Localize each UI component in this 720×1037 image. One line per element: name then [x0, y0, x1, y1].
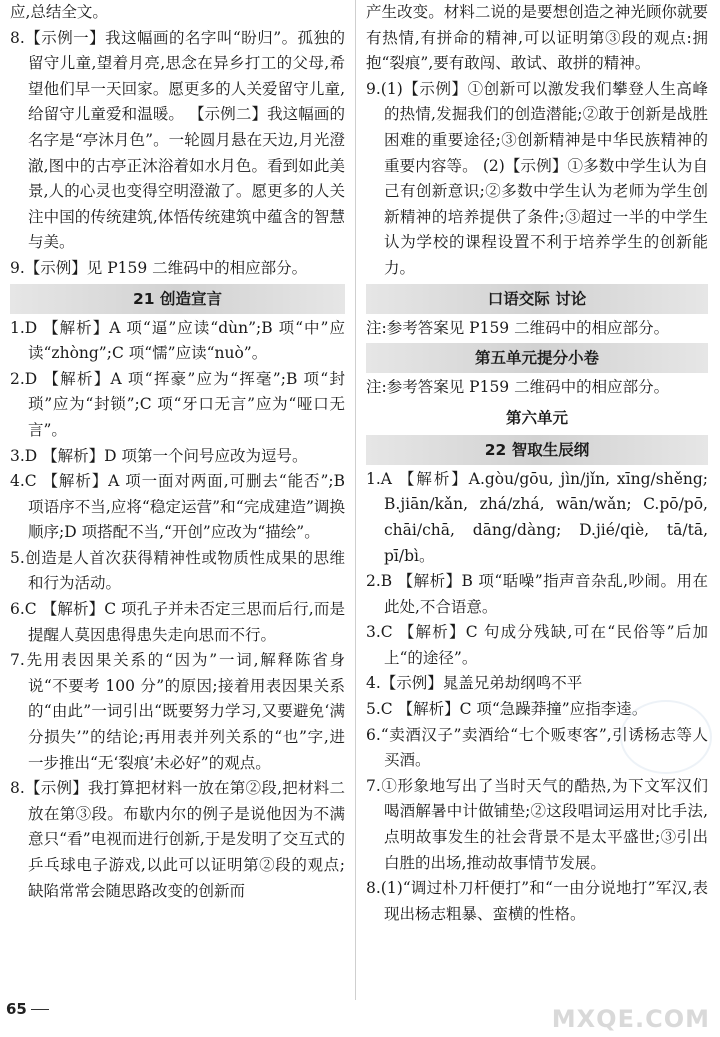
section-heading: 第六单元 [505, 408, 568, 427]
section-heading: 第五单元提分小卷 [366, 343, 708, 373]
answer-paragraph: 1.D 【解析】A 项“逼”应读“dùn”;B 项“中”应读“zhòng”;C 项“懦”应读“nuò”。 [10, 318, 345, 363]
answer-paragraph: 6.“卖酒汉子”卖酒给“七个贩枣客”,引诱杨志等人买酒。 [366, 725, 708, 770]
answer-paragraph: 5.C 【解析】C 项“急躁莽撞”应指李逵。 [366, 700, 648, 719]
answer-paragraph: 5.创造是人首次获得精神性或物质性成果的思维和行为活动。 [10, 548, 345, 593]
answer-paragraph: 9.(1)【示例】①创新可以激发我们攀登人生高峰的热情,发掘我们的创造潜能;②敢于创新是战胜困难的重要途径;③创新精神是中华民族精神的重要内容等。 (2)【示例】①多数中学生认为自己有创新意识;②多数中学生认为老师为学生创新精神的培养提供了条件;③超过一半的中学生认为学校的课程设置不利于培养学生的创新能力。 [366, 79, 708, 277]
answer-paragraph: 2.D 【解析】A 项“挥豪”应为“挥毫”;B 项“封琐”应为“封锁”;C 项“牙口无言”应为“哑口无言”。 [10, 369, 345, 439]
watermark: MXQE.COM [551, 1005, 710, 1033]
answer-paragraph: 注:参考答案见 P159 二维码中的相应部分。 [366, 318, 670, 337]
answer-paragraph: 9.【示例】见 P159 二维码中的相应部分。 [10, 258, 308, 277]
answer-paragraph: 7.先用表因果关系的“因为”一词,解释陈省身说“不要考 100 分”的原因;接着用表因果关系的“由此”一词引出“既要努力学习,又要避免‘满分损失’”的结论;再用表并列关系的“也”字,进一步推出“无‘裂痕’未必好”的观点。 [10, 651, 345, 772]
answer-paragraph: 产生改变。材料二说的是要想创造之神光顾你就要有热情,有拼命的精神,可以证明第③段的观点:拥抱“裂痕”,要有敢闯、敢试、敢拼的精神。 [366, 3, 708, 73]
answer-paragraph: 注:参考答案见 P159 二维码中的相应部分。 [366, 378, 670, 397]
answer-paragraph: 8.【示例】我打算把材料一放在第②段,把材料二放在第③段。布歇内尔的例子是说他因为不满意只“看”电视而进行创新,于是发明了交互式的乒乓球电子游戏,以此可以证明第②段的观点;缺陷常常会随思路改变的创新而 [10, 779, 345, 900]
section-heading: 口语交际 讨论 [366, 284, 708, 314]
page-footer [6, 1000, 49, 1018]
column-divider [355, 0, 356, 1000]
answer-paragraph: 4.【示例】晁盖兄弟劫纲鸣不平 [366, 674, 583, 693]
section-heading: 22 智取生辰纲 [366, 435, 708, 465]
answer-paragraph: 4.C 【解析】A 项一面对两面,可删去“能否”;B 项语序不当,应将“稳定运营”和“完成建造”调换顺序;D 项搭配不当,“开创”应改为“描绘”。 [10, 472, 345, 542]
answer-paragraph: 1.A 【解析】A.gòu/gōu, jìn/jǐn, xīng/shěng; B.jiān/kǎn, zhá/zhá, wān/wǎn; C.pō/pō, chāi/chā, dāng/dàng; D.jié/qiè, tā/tā, pī/bì。 [366, 469, 708, 565]
answer-paragraph: 6.C 【解析】C 项孔子并未否定三思而后行,而是提醒人莫因患得患失走向思而不行。 [10, 600, 345, 644]
answer-paragraph: 8.(1)“调过朴刀杆便打”和“一由分说地打”军汉,表现出杨志粗暴、蛮横的性格。 [366, 879, 708, 923]
answer-paragraph: 应,总结全文。 [10, 3, 108, 21]
right-column [366, 0, 708, 927]
answer-paragraph: 3.C 【解析】C 句成分残缺,可在“民俗等”后加上“的途径”。 [366, 623, 708, 667]
answer-paragraph: 7.①形象地写出了当时天气的酷热,为下文军汉们喝酒解暑中计做铺垫;②这段唱词运用对比手法,点明故事发生的社会背景不是太平盛世;③引出白胜的出场,推动故事情节发展。 [366, 776, 708, 872]
footer-dash [31, 1009, 49, 1010]
left-column [10, 0, 345, 904]
faint-stamp [620, 700, 712, 774]
section-heading: 21 创造宣言 [10, 284, 345, 314]
page-number: 65 [6, 1000, 27, 1018]
answer-paragraph: 3.D 【解析】D 项第一个问号应改为逗号。 [10, 446, 308, 465]
answer-paragraph: 2.B 【解析】B 项“聒噪”指声音杂乱,吵闹。用在此处,不合语意。 [366, 572, 708, 616]
answer-paragraph: 8.【示例一】我这幅画的名字叫“盼归”。孤独的留守儿童,望着月亮,思念在异乡打工的父母,希望他们早一天回家。愿更多的人关爱留守儿童,给留守儿童爱和温暖。 【示例二】我这幅画的名字是“亭沐月色”。一轮圆月悬在天边,月光澄澈,图中的古亭正沐浴着如水月色。看到如此美景,人的心灵也变得空明澄澈了。愿更多的人关注中国的传统建筑,体悟传统建筑中蕴含的智慧与美。 [10, 28, 345, 252]
